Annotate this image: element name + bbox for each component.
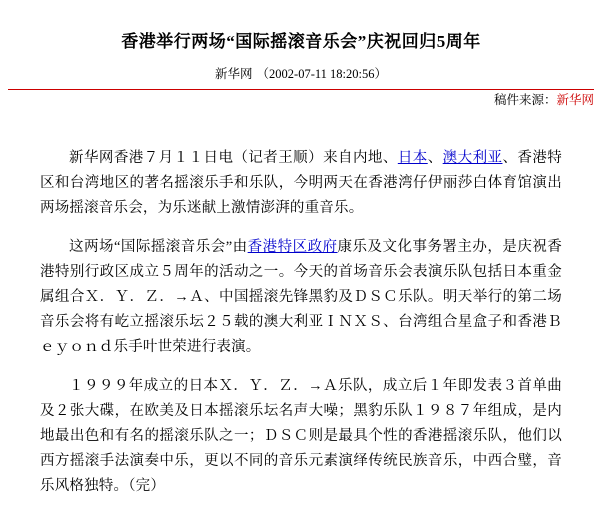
link-japan[interactable]: 日本 [397,150,428,167]
link-hksar-government[interactable]: 香港特区政府 [247,239,338,256]
paragraph-1-text-c: 、香港特区和台湾地区的著名摇滚乐手和乐队，今明两天在香港湾仔伊丽莎白体育馆演出两场摇滚音乐会，为乐迷献上激情澎湃的重音乐。 [40,150,563,217]
source-note-source: 新华网 [556,93,594,108]
paragraph-3: １９９９年成立的日本Ｘ．Ｙ．Ｚ．→Ａ乐队，成立后１年即发表３首单曲及２张大碟，在欧美及日本摇滚乐坛名声大噪；黑豹乐队１９８７年组成，是内地最出色和有名的摇滚乐队之一；ＤＳＣ则是最具个性的香港摇滚乐队，他们以西方摇滚手法演奏中乐，更以不同的音乐元素演绎传统民族音乐，中西合璧，音乐风格独特。（完） [40,378,562,495]
paragraph-1-text-b: 、 [427,150,443,167]
header-divider [8,89,594,90]
paragraph-2-text-b: 康乐及文化事务署主办，是庆祝香港特别行政区成立５周年的活动之一。今天的首场音乐会表演乐队包括日本重金属组合Ｘ．Ｙ．Ｚ．→Ａ、中国摇滚先锋黑豹及ＤＳＣ乐队。明天举行的第二场音乐会将有屹立摇滚乐坛２５载的澳大利亚ＩＮＸＳ、台湾组合星盒子和香港Ｂｅｙｏｎｄ乐手叶世荣进行表演。 [40,239,562,356]
paragraph-2-text-a: 这两场“国际摇滚音乐会”由 [69,239,248,256]
paragraph-1 [40,146,562,221]
byline-source: 新华网 [215,67,253,82]
byline [0,64,602,82]
paragraph-2 [40,235,562,360]
page-title: 香港举行两场“国际摇滚音乐会”庆祝回归5周年 [121,32,481,52]
source-note [494,90,594,108]
link-australia[interactable]: 澳大利亚 [442,150,503,167]
source-note-prefix: 稿件来源： [493,93,557,108]
article-page [0,11,602,519]
paragraph-1-text-a: 新华网香港７月１１日电（记者王顺）来自内地、 [69,150,398,167]
source-note-row [0,90,602,112]
article-body [0,146,602,499]
byline-timestamp: （2002-07-11 18:20:56） [256,67,387,82]
